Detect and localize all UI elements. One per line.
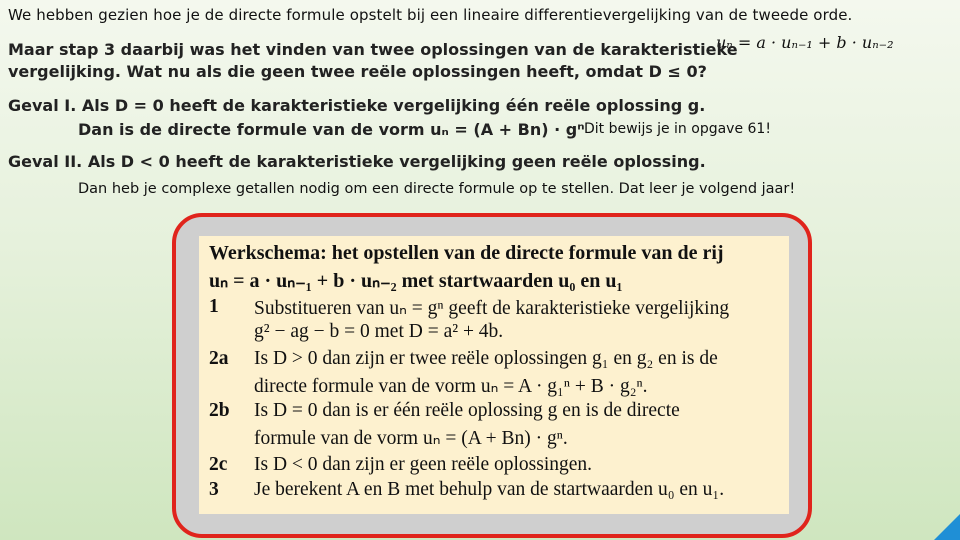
step-line: Is D < 0 dan zijn er geen reële oplossingen. bbox=[254, 454, 593, 475]
case-2-label: Geval II. Als D < 0 heeft de karakteristieke vergelijking geen reële oplossing. bbox=[8, 152, 706, 171]
case-2-detail: Dan heb je complexe getallen nodig om een directe formule op te stellen. Dat leer je volgend jaar! bbox=[78, 181, 796, 197]
case-1-note: Dit bewijs je in opgave 61! bbox=[584, 121, 771, 137]
intro-text: We hebben gezien hoe je de directe formule opstelt bij een lineaire differentievergelijking van de tweede orde. bbox=[8, 6, 853, 24]
case-1-detail: Dan is de directe formule van de vorm uₙ = (A + Bn) · gⁿ bbox=[78, 120, 585, 139]
recurrence-formula: uₙ = a · uₙ₋₁ + b · uₙ₋₂ bbox=[716, 33, 894, 52]
werkschema-title-2: uₙ = a · uₙ₋₁ + b · uₙ₋₂ met startwaarden u₀ en u₁ bbox=[209, 270, 623, 292]
step-number: 1 bbox=[209, 296, 219, 317]
werkschema-title-1: Werkschema: het opstellen van de directe formule van de rij bbox=[209, 242, 724, 264]
case-1-label: Geval I. Als D = 0 heeft de karakteristieke vergelijking één reële oplossing g. bbox=[8, 96, 706, 115]
paragraph-line-2: vergelijking. Wat nu als die geen twee reële oplossingen heeft, omdat D ≤ 0? bbox=[8, 62, 707, 81]
step-line: directe formule van de vorm uₙ = A · g₁ⁿ + B · g₂ⁿ. bbox=[254, 376, 648, 397]
step-line: Is D = 0 dan is er één reële oplossing g en is de directe bbox=[254, 400, 680, 421]
step-line: formule van de vorm uₙ = (A + Bn) · gⁿ. bbox=[254, 428, 568, 449]
paragraph-line-1: Maar stap 3 daarbij was het vinden van twee oplossingen van de karakteristieke bbox=[8, 40, 738, 59]
step-number: 2c bbox=[209, 454, 228, 475]
corner-triangle-icon bbox=[934, 514, 960, 540]
step-number: 2b bbox=[209, 400, 230, 421]
step-number: 3 bbox=[209, 479, 219, 500]
step-line: Substitueren van uₙ = gⁿ geeft de karakteristieke vergelijking bbox=[254, 298, 730, 319]
step-line: Je berekent A en B met behulp van de startwaarden u₀ en u₁. bbox=[254, 479, 725, 500]
werkschema-box bbox=[199, 236, 789, 514]
step-line: g² − ag − b = 0 met D = a² + 4b. bbox=[254, 321, 504, 342]
step-number: 2a bbox=[209, 348, 229, 369]
step-line: Is D > 0 dan zijn er twee reële oplossingen g₁ en g₂ en is de bbox=[254, 348, 718, 369]
